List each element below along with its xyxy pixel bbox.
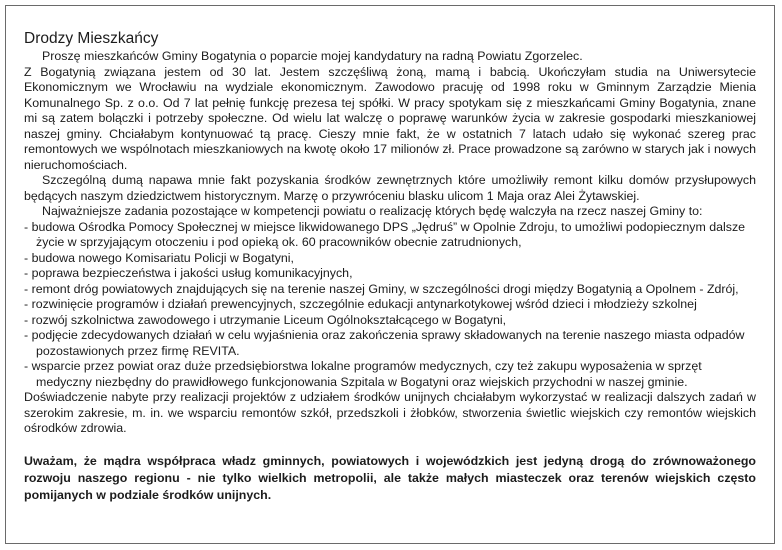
heritage-paragraph: Szczególną dumą napawa mnie fakt pozyskania środków zewnętrznych które umożliwiły remont kilku domów przysłupowych będących naszym dziedzictwem historycznym. Marzę o przywróceniu blasku ulicom 1 Maja oraz Alei Żytawskiej. xyxy=(24,173,756,203)
list-item: - budowa nowego Komisariatu Policji w Bogatyni, xyxy=(24,250,294,265)
list-item: - podjęcie zdecydowanych działań w celu wyjaśnienia oraz zakończenia sprawy składowanych na terenie naszego miasta odpadów pozostawionych przez firmę REVITA. xyxy=(24,328,745,358)
closing-statement: Uważam, że mądra współpraca władz gminnych, powiatowych i wojewódzkich jest jedyną drogą do zrównoważonego rozwoju naszego regionu - nie tylko wielkich metropolii, ale także małych miasteczek oraz terenów wiejskich często pomijanych w podziale środków unijnych. xyxy=(24,453,756,502)
list-item: - budowa Ośrodka Pomocy Społecznej w miejsce likwidowanego DPS „Jędruś” w Opolnie Zdroju, to umożliwi podopiecznym dalsze życie w sprzyjającym otoczeniu i pod opieką ok. 60 pracowników obecnie zatrudnionych, xyxy=(24,219,746,249)
list-item: - poprawa bezpieczeństwa i jakości usług komunikacyjnych, xyxy=(24,266,353,280)
bio-paragraph: Z Bogatynią związana jestem od 30 lat. Jestem szczęśliwą żoną, mamą i babcią. Ukończyłam studia na Uniwersytecie Ekonomicznym we Wrocławiu na wydziale ekonomicznym. Zawodowo pracuję od 1998 roku w Gminnym Zarządzie Mienia Komunalnego Sp. z o.o. Od 7 lat pełnię funkcję prezesa tej spółki. W pracy spotykam się z mieszkańcami Gminy Bogatynia, znane mi są zatem bolączki i potrzeby społeczne. Od wielu lat walczę o poprawę warunków życia w zakresie gospodarki mieszkaniowej naszej gminy. Chciałabym kontynuować tą pracę. Cieszy mnie fakt, że w ostatnich 7 latach udało się wykonać szereg prac remontowych we wspólnotach mieszkaniowych na kwotę około 17 milionów zł. Prace prowadzone są zarówno w starych jak i nowych nieruchomościach. xyxy=(24,64,756,172)
tasks-list xyxy=(24,220,756,391)
experience-paragraph: Doświadczenie nabyte przy realizacji projektów z udziałem środków unijnych chciałabym wykorzystać w realizacji dalszych zadań w szerokim zakresie, m. in. we wsparciu remontów szkół, przedszkoli i żłobków, stworzenia świetlic wiejskich czy remontów wiejskich ośrodków zdrowia. xyxy=(24,390,756,435)
list-item: - wsparcie przez powiat oraz duże przedsiębiorstwa lokalne programów medycznych, czy też zakupu wyposażenia w sprzęt medyczny niezbędny do prawidłowego funkcjonowania Szpitala w Bogatyni oraz wiejskich przychodni w naszej gminie. xyxy=(24,359,702,389)
intro-paragraph: Proszę mieszkańców Gminy Bogatynia o poparcie mojej kandydatury na radną Powiatu Zgorzelec. xyxy=(42,49,583,63)
list-item: - rozwinięcie programów i działań prewencyjnych, szczególnie edukacji antynarkotykowej wśród dzieci i młodzieży szkolnej xyxy=(24,297,697,311)
tasks-intro: Najważniejsze zadania pozostające w kompetencji powiatu o realizację których będę walczyła na rzecz naszej Gminy to: xyxy=(42,204,703,218)
list-item: - remont dróg powiatowych znajdujących się na terenie naszej Gminy, w szczególności drogi między Bogatynią a Opolnem - Zdrój, xyxy=(24,281,739,296)
letter-content xyxy=(24,30,756,504)
letter-greeting: Drodzy Mieszkańcy xyxy=(24,30,159,47)
list-item: - rozwój szkolnictwa zawodowego i utrzymanie Liceum Ogólnokształcącego w Bogatyni, xyxy=(24,312,507,327)
